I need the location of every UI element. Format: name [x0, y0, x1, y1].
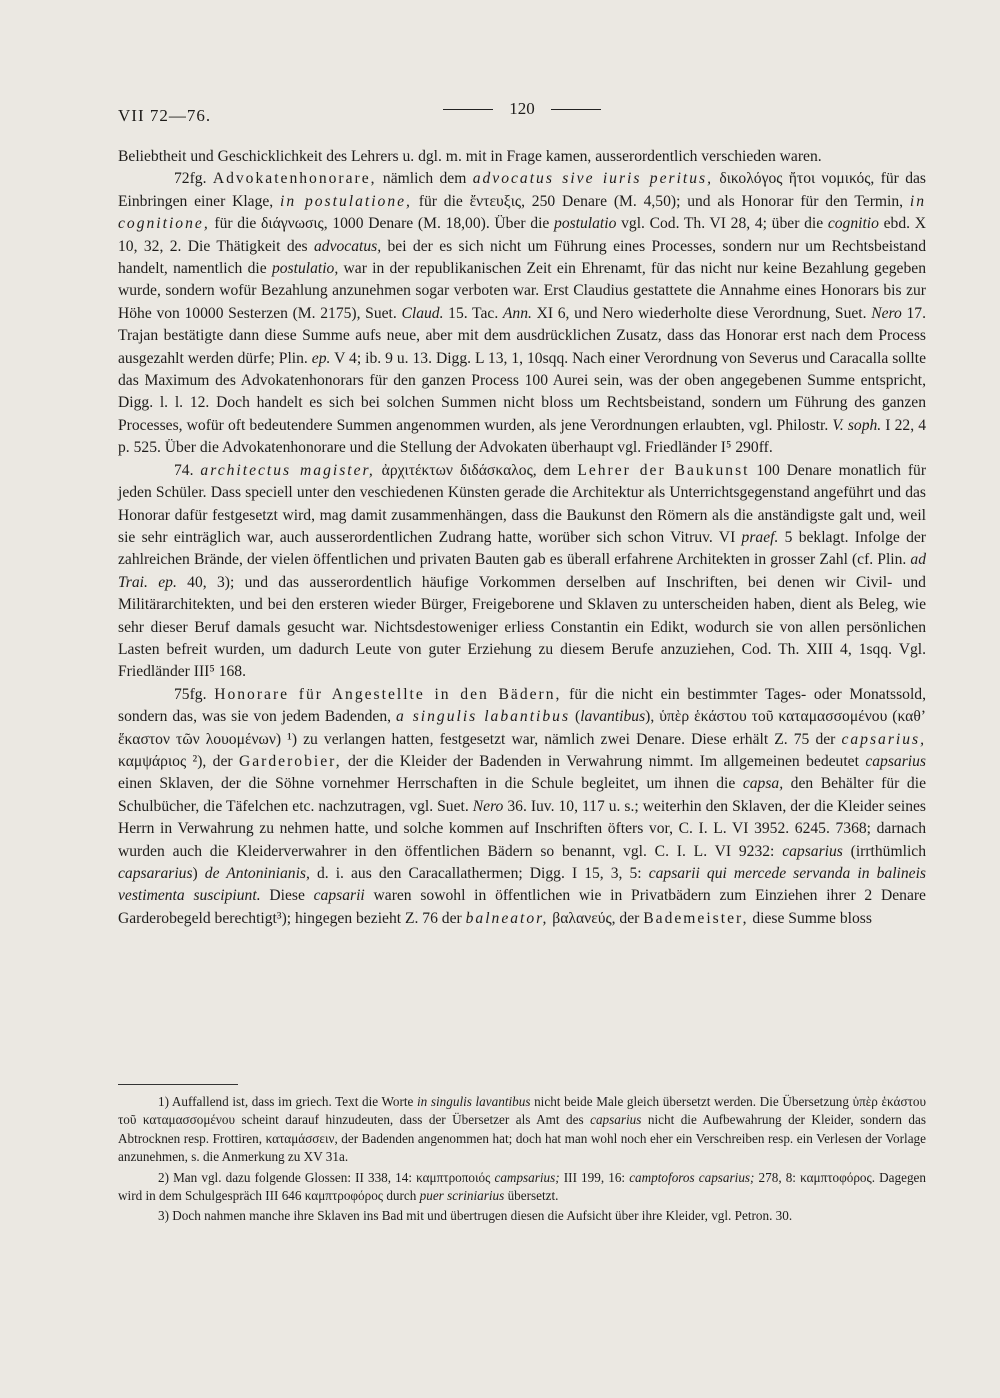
term-advokatenhonorare: Advokatenhonorare,: [212, 170, 377, 188]
paragraph-continuation: Beliebtheit und Geschicklichkeit des Lehrers u. dgl. m. mit in Frage kamen, ausserordentlich verschieden waren.: [118, 148, 822, 165]
term-honorare-baeder: Honorare für Angestellte in den Bädern,: [214, 685, 562, 703]
header-rule-left: [443, 109, 493, 110]
header-rule-right: [551, 109, 601, 110]
section-reference: VII 72—76.: [118, 106, 212, 125]
paragraph-75: 75fg. Honorare für Angestellte in den Bädern, für die nicht ein bestimmter Tages- oder Monatssold, sondern das, was sie von jedem Badenden, a singulis labantibus (lavantibus), ὑπὲρ ἑκάστου τοῦ καταμασσομένου (καθ’ ἕκαστον τῶν λουομένων) ¹) zu verlangen hatten, festgesetzt war, nämlich zwei Denare. Diese erhält Z. 75 der capsarius, καμψάριος ²), der Garderobier, der die Kleider der Badenden in Verwahrung nimmt. Im allgemeinen bedeutet capsarius einen Sklaven, der die Söhne vornehmer Herrschaften in die Schule begleitet, um ihnen die capsa, den Behälter für die Schulbücher, die Täfelchen etc. nachzutragen, vgl. Suet. Nero 36. Iuv. 10, 117 u. s.; weiterhin den Sklaven, der die Kleider seines Herrn in Verwahrung zu nehmen hatte, und solche kommen auf Inschriften öfters vor, C. I. L. VI 3952. 6245. 7368; darnach wurden auch die Kleiderverwahrer in den öffentlichen Bädern so benannt, vgl. C. I. L. VI 9232: capsarius (irrthümlich capsararius) de Antoninianis, d. i. aus den Caracallathermen; Digg. I 15, 3, 5: capsarii qui mercede servanda in balineis vestimenta suscipiunt. Diese capsarii waren sowohl in öffentlichen wie in Privatbädern zum Einziehen ihrer 2 Denare Garderobegeld berechtigt³); hingegen bezieht Z. 76 der balneator, βαλανεύς, der Bademeister, diese Summe bloss: [118, 685, 927, 927]
footnote-3: 3) Doch nahmen manche ihre Sklaven ins Bad mit und übertrugen diesen die Aufsicht über ihre Kleider, vgl. Petron. 30.: [158, 1208, 793, 1224]
term-lehrer-der-baukunst: Lehrer der Baukunst: [577, 461, 750, 479]
footnote-2: 2) Man vgl. dazu folgende Glossen: II 338, 14: καμπτροποιός campsarius; III 199, 16: camptoforos capsarius; 278, 8: καμπτοφόρος. Dagegen wird in dem Schulgespräch III 646 καμπτροφόρος durch puer scriniarius übersetzt.: [118, 1169, 926, 1204]
term-bademeister: Bademeister,: [643, 909, 749, 927]
footnote-1: 1) Auffallend ist, dass im griech. Text die Worte in singulis lavantibus nicht beide Male gleich übersetzt werden. Die Übersetzung ὑπὲρ ἑκάστου τοῦ καταμασσομένου scheint darauf hinzudeuten, dass der Übersetzer als Amt des capsarius nicht die Aufbewahrung der Kleider, sondern das Abtrocknen resp. Frottiren, καταμάσσειν, der Badenden angenommen hat; doch hat man wohl noch eher ein Verschreiben resp. ein Verlesen der Vorlage anzunehmen, s. die Anmerkung zu XV 31a.: [118, 1094, 926, 1165]
paragraph-74: 74. architectus magister, ἀρχιτέκτων διδάσκαλος, dem Lehrer der Baukunst 100 Denare monatlich für jeden Schüler. Dass speciell unter den veschiedenen Künsten gerade die Architektur als Unterrichtsgegenstand angeführt und das Honorar dafür festgesetzt wird, mag damit zusammenhängen, dass die Baukunst den Römern als die anständigste galt und, weil sie sehr einträglich war, auch ausserordentlichen Zudrang hatte, worüber sich schon Vitruv. VI praef. 5 beklagt. Infolge der zahlreichen Brände, der vielen öffentlichen und privaten Bauten gab es überall erfahrene Architekten in grosser Zahl (cf. Plin. ad Trai. ep. 40, 3); und das ausserordentlich häufige Vorkommen derselben auf Inschriften, bei denen wir Civil- und Militärarchitekten, und bei den ersteren wieder Bürger, Freigeborene und Sklaven zu unterscheiden haben, dient als Beleg, wie sehr dieser Beruf damals gesucht war. Nichtsdestoweniger erliess Constantin ein Edikt, wodurch sie von allen persönlichen Lasten befreit wurden, um dadurch Leute von guter Erziehung zu diesem Berufe anzuziehen, Cod. Th. XIII 4, 1sqq. Vgl. Friedländer III⁵ 168.: [118, 461, 927, 681]
page-number-block: [118, 98, 926, 119]
page-number: 120: [509, 99, 535, 119]
main-text: [118, 146, 926, 930]
footnotes: [118, 1093, 926, 1228]
term-garderobier: Garderobier,: [239, 752, 342, 770]
running-header: [118, 98, 926, 128]
footnote-divider: [118, 1084, 238, 1085]
paragraph-72: 72fg. Advokatenhonorare, nämlich dem advocatus sive iuris peritus, δικολόγος ἤτοι νομικός, für das Einbringen einer Klage, in postulatione, für die ἔντευξις, 250 Denare (M. 4,50); und als Honorar für den Termin, in cognitione, für die διάγνωσις, 1000 Denare (M. 18,00). Über die postulatio vgl. Cod. Th. VI 28, 4; über die cognitio ebd. X 10, 32, 2. Die Thätigkeit des advocatus, bei der es sich nicht um Führung eines Processes, sondern nur um Rechtsbeistand handelt, namentlich die postulatio, war in der republikanischen Zeit ein Ehrenamt, für das nicht nur keine Bezahlung gegeben wurde, sondern wofür Bezahlung anzunehmen sogar verboten war. Erst Claudius gestattete die Annahme eines Honorars bis zur Höhe von 10000 Sesterzen (M. 2175), Suet. Claud. 15. Tac. Ann. XI 6, und Nero wiederholte diese Verordnung, Suet. Nero 17. Trajan bestätigte dann diese Summe aufs neue, aber mit dem ausdrücklichen Zusatz, dass das Honorar erst nach dem Process ausgezahlt werden dürfe; Plin. ep. V 4; ib. 9 u. 13. Digg. L 13, 1, 10sqq. Nach einer Verordnung von Severus und Caracalla sollte das Maximum des Advokatenhonorars für den ganzen Process 100 Aurei sein, was der oben angegebenen Summe entspricht, Digg. l. l. 12. Doch handelt es sich bei solchen Summen nicht bloss um Rechtsbeistand, sondern um Führung des ganzen Processes, wofür oft bedeutendere Summen angenommen wurden, als jene Verordnungen erlaubten, vgl. Philostr. V. soph. I 22, 4 p. 525. Über die Advokatenhonorare und die Stellung der Advokaten überhaupt vgl. Friedländer I⁵ 290ff.: [118, 170, 927, 457]
